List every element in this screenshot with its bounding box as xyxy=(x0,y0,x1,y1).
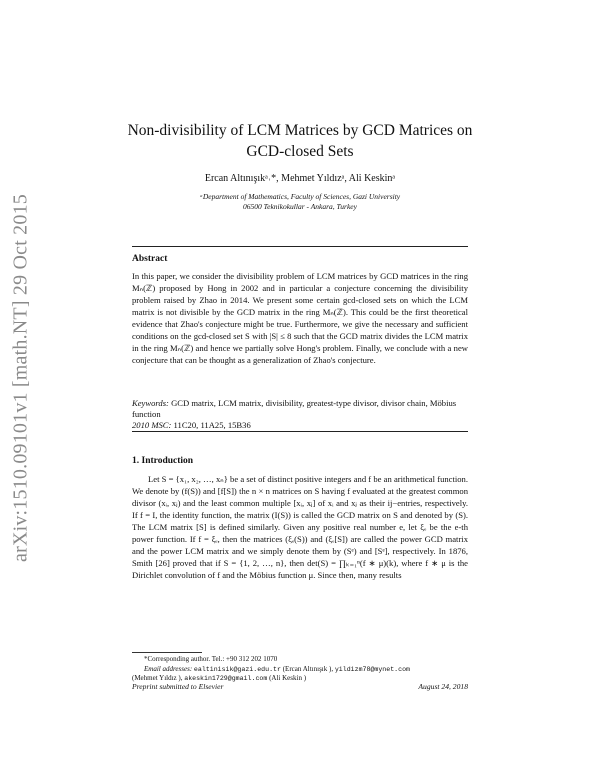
email-owner-2: (Mehmet Yıldız ), xyxy=(132,674,183,682)
email-owner-3: (Ali Keskin ) xyxy=(269,674,307,682)
author-list: Ercan Altınışıkᵃ˒*, Mehmet Yıldızᵃ, Ali Keskinᵃ xyxy=(204,173,396,184)
introduction-text: Let S = {x₁, x₂, …, xₙ} be a set of distinct positive integers and f be an arithmetical function. We denote by (f(S)) and [f[S]) the n × n matrices on S having f evaluated at the greatest common divisor (xᵢ, xⱼ) and the least common multiple [xᵢ, xⱼ] of xᵢ and xⱼ as their ij−entries, respectively. If f = I, the identity function, the matrix (I(S)) is called the GCD matrix on S and denoted by (S). The LCM matrix [S] is defined similarly. Given any positive real number e, let ξₑ be the e-th power function. If f = ξₑ, then the matrices (ξₑ(S)) and (ξₑ[S]) are called the power GCD matrix and the power LCM matrix and we simply denote them by (Sᵉ) and [Sᵉ], respectively. In 1876, Smith [26] proved that if S = {1, 2, …, n}, then det(S) = ∏ₖ₌₁ⁿ(f ∗ μ)(k), where f ∗ μ is the Dirichlet convolution of f and the Möbius function μ. Since then, many results xyxy=(132,474,468,580)
paper-title: Non-divisibility of LCM Matrices by GCD Matrices on GCD-closed Sets xyxy=(127,122,473,160)
msc-text: 11C20, 11A25, 15B36 xyxy=(173,420,251,430)
affiliation-line-2: 06500 Teknikokullar - Ankara, Turkey xyxy=(243,202,357,211)
footnote-rule xyxy=(132,652,202,653)
abstract-top-rule xyxy=(132,246,468,247)
arxiv-side-stamp xyxy=(6,178,36,578)
abstract-heading: Abstract xyxy=(132,254,168,264)
affiliation xyxy=(140,192,460,212)
msc-codes xyxy=(132,420,468,431)
email-link-2[interactable]: yildizm78@mynet.com xyxy=(334,665,411,673)
footnote-corresponding: *Corresponding author. Tel.: +90 312 202 1070 xyxy=(144,655,278,663)
msc-label: 2010 MSC: xyxy=(132,420,172,430)
abstract-bottom-rule xyxy=(132,431,468,432)
section-heading: 1. Introduction xyxy=(132,456,194,466)
footnote-emails xyxy=(132,665,468,675)
footer-preprint-note: Preprint submitted to Elsevier xyxy=(132,682,224,691)
footer-date: August 24, 2018 xyxy=(418,682,468,691)
email-label: Email addresses: xyxy=(144,664,193,673)
email-link-1[interactable]: ealtinisik@gazi.edu.tr xyxy=(193,665,281,673)
keywords-text: GCD matrix, LCM matrix, divisibility, greatest-type divisor, divisor chain, Möbius function xyxy=(132,398,457,419)
email-owner-1: (Ercan Altınışık ), xyxy=(282,664,334,673)
email-link-3[interactable]: akeskin1729@gmail.com xyxy=(184,675,268,682)
footnotes xyxy=(132,655,468,684)
keywords xyxy=(132,398,468,420)
arxiv-identifier: arXiv:1510.09101v1 [math.NT] 29 Oct 2015 xyxy=(9,194,32,562)
abstract-text: In this paper, we consider the divisibility problem of LCM matrices by GCD matrices in the ring Mₙ(ℤ) proposed by Hong in 2002 and in particular a conjecture concerning the divisibility problem raised by Zhao in 2014. We present some certain gcd-closed sets on which the LCM matrix is not divisible by the GCD matrix in the ring Mₙ(ℤ). This could be the first theoretical evidence that Zhao's conjecture might be true. Furthermore, we give the necessary and sufficient conditions on the gcd-closed set S with |S| ≤ 8 such that the GCD matrix divides the LCM matrix in the ring Mₙ(ℤ) and hence we partially solve Hong's problem. Finally, we conclude with a new conjecture that can be thought as a generalization of Zhao's conjecture. xyxy=(132,271,468,365)
keywords-label: Keywords: xyxy=(132,398,169,408)
affiliation-line-1: ᵃDepartment of Mathematics, Faculty of Sciences, Gazi University xyxy=(199,192,401,201)
